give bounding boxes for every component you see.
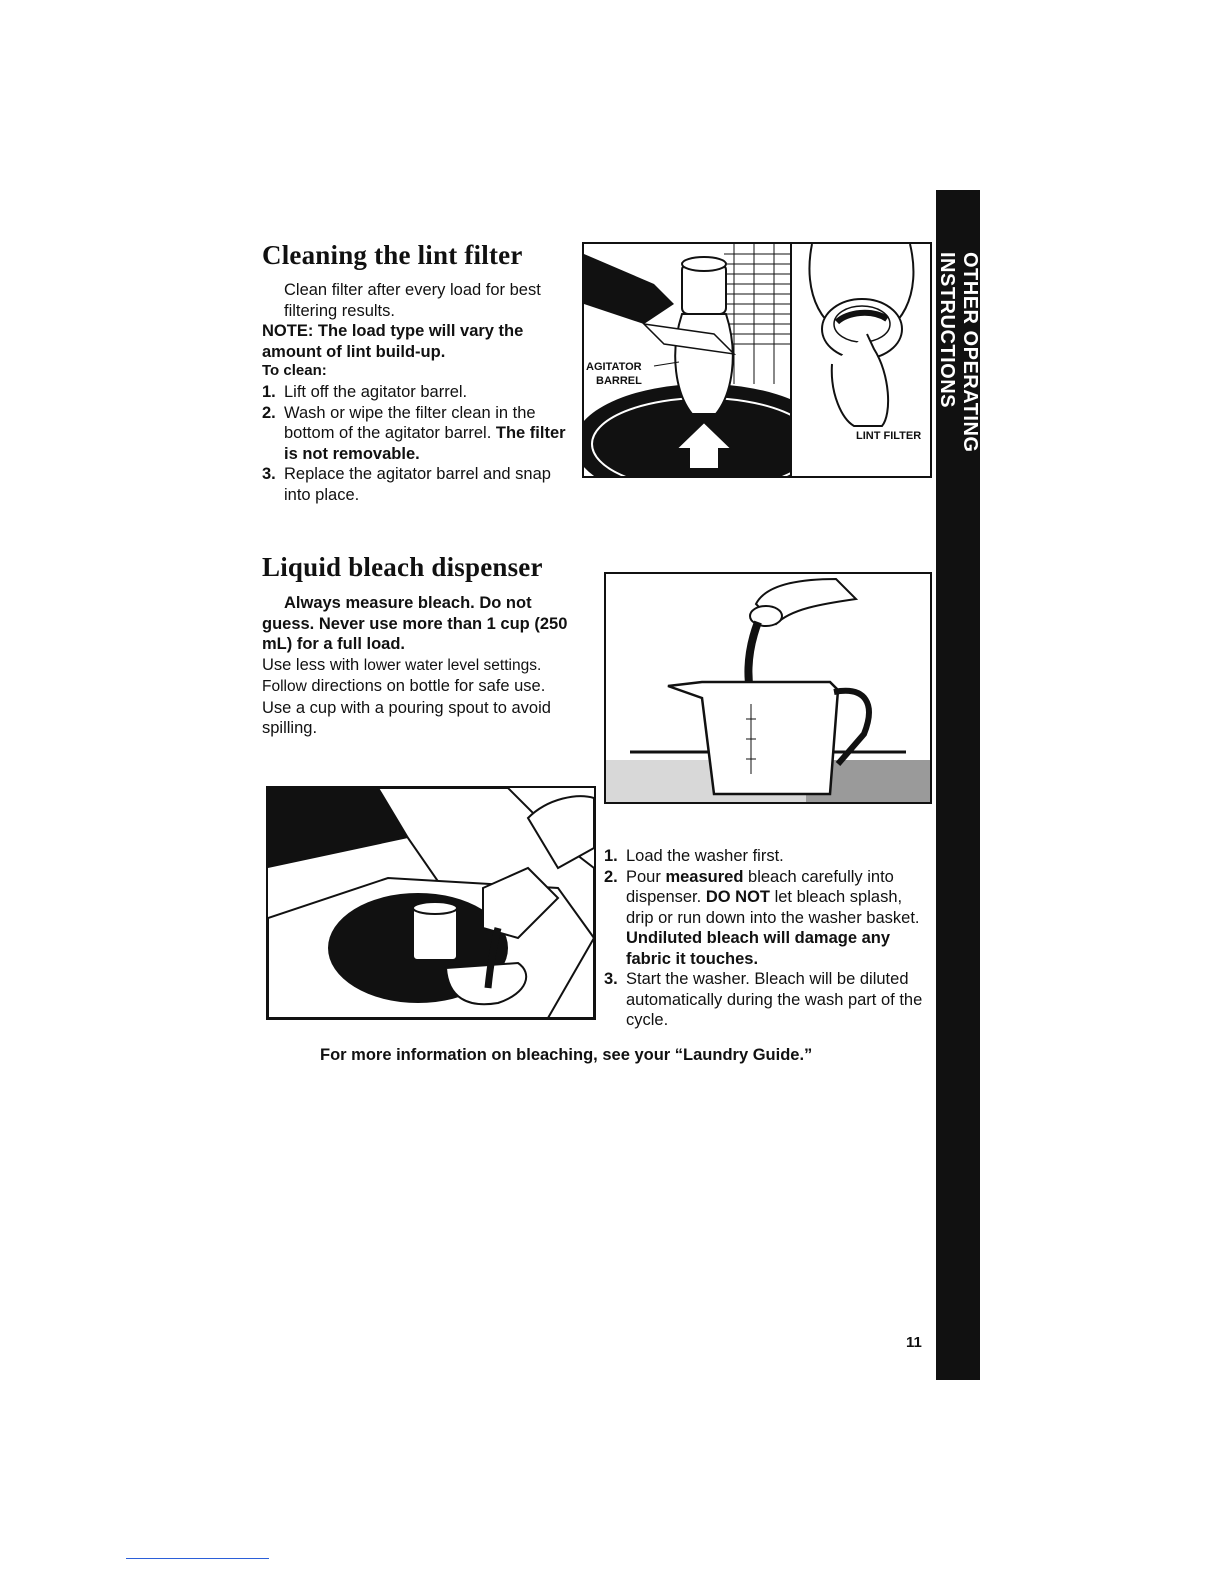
bleach-steps: [604, 846, 934, 1031]
bleach-intro-plain1: Use less with: [262, 655, 360, 674]
bleach-intro: [262, 593, 574, 739]
bleach-intro-bold: Always measure bleach. Do not guess. Never use more than 1 cup (250 mL) for a full load.: [262, 594, 568, 653]
pouring-bleach-illustration: [266, 786, 596, 1020]
to-clean-label: To clean:: [262, 362, 327, 379]
lint-filter-steps: [262, 382, 574, 505]
agitator-barrel-illustration: [582, 242, 802, 478]
list-item: 2. Pour measured bleach carefully into dispenser. DO NOT let bleach splash, drip or run down into the washer basket. Undiluted bleach will damage any fabric it touches.: [604, 867, 920, 968]
lint-filter-title: Cleaning the lint filter: [262, 240, 523, 270]
agitator-label-line1: AGITATOR: [586, 361, 642, 373]
lint-filter-illustration: [790, 242, 932, 478]
section-sidebar-title: OTHER OPERATING INSTRUCTIONS: [936, 252, 981, 453]
list-item: 3. Start the washer. Bleach will be diluted automatically during the wash part of the cycle.: [604, 970, 923, 1029]
agitator-label-line2: BARREL: [596, 375, 642, 387]
list-item: 1. Load the washer first.: [604, 847, 784, 865]
lint-filter-intro: [262, 280, 572, 362]
bleach-intro-small: lower water level settings. Follow: [262, 656, 542, 695]
list-item: 3. Replace the agitator barrel and snap into place.: [262, 465, 551, 504]
list-item: 2. Wash or wipe the filter clean in the bottom of the agitator barrel. The filter is not removable.: [262, 403, 566, 463]
footer-note: For more information on bleaching, see your “Laundry Guide.”: [320, 1046, 813, 1064]
lint-filter-label: LINT FILTER: [856, 430, 922, 442]
bleach-intro-plain2: directions on bottle for safe use. Use a cup with a pouring spout to avoid spilling.: [262, 677, 551, 737]
list-item: 1. Lift off the agitator barrel.: [262, 383, 468, 401]
page-number: 11: [906, 1334, 922, 1351]
measuring-cup-illustration: [604, 572, 932, 804]
bleach-title: Liquid bleach dispenser: [262, 552, 543, 582]
intro-note: NOTE: The load type will vary the amount of lint build-up.: [262, 322, 524, 361]
intro-plain: Clean filter after every load for best filtering results.: [284, 281, 541, 320]
footnote-rule: [126, 1558, 269, 1559]
